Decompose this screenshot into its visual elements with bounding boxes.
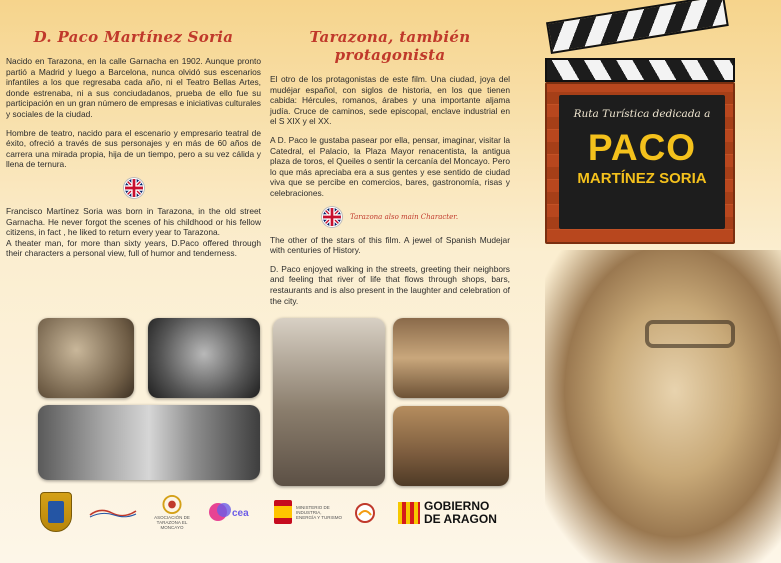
tarazona-coat-of-arms-logo (40, 492, 72, 532)
photo-paco-group (148, 318, 260, 398)
assoc-logo-text: ASOCIACIÓN DE TARAZONA EL MONCAYO (154, 515, 190, 530)
paragraph-en-1: Francisco Martínez Soria was born in Tarazona, in the old street Garnacha. He never forgot the scenes of his childhood or his fellow citizens, in fact , he liked to return every year to Tarazona. (6, 205, 261, 238)
paragraph-es-1: Nacido en Tarazona, en la calle Garnacha en 1902. Aunque pronto partió a Madrid y luego a Barcelona, nunca olvidó sus escenarios infantiles a los que regresaba cada año, ni el Teatro Bellas Artes, donde estrenaba, ni a sus conciudadanos, prueba de ello fue su participación en un gran número de empresas e iniciativas culturales y sociales de la ciudad. (6, 56, 261, 119)
photo-tarazona-square (393, 406, 509, 486)
ministry-logo-text: MINISTERIO DE INDUSTRIA, ENERGÍA Y TURISMO (296, 504, 343, 520)
svg-text:cea: cea (232, 508, 249, 519)
photo-tarazona-market (393, 318, 509, 398)
cea-logo (206, 498, 256, 526)
glasses-shape (645, 320, 735, 348)
uk-flag-icon (124, 178, 144, 198)
ministry-logo (273, 498, 343, 526)
aragon-flag-icon (398, 502, 420, 524)
paragraph-es-4: A D. Paco le gustaba pasear por ella, pensar, imaginar, visitar la Catedral, el Palacio, la Plaza Mayor renacentista, la antigua plaza de toros, el Queiles o sentir la cercanía del Moncayo. Pero lo que más apreciaba era a sus gentes y ese sentido de ciudad viva que se percibe en comercios, bares, gastronomía, risas y celebraciones. (270, 134, 510, 198)
paragraph-es-2: Hombre de teatro, nacido para el escenario y empresario teatral de éxito, ofreció a través de sus personajes y en más de 60 años de carrera una mirada propia, hija de un tiempo, pero a su vez cálida y llena de ternura. (6, 127, 261, 170)
sponsor-logos (0, 490, 781, 540)
english-caption: Tarazona also main Character. (349, 212, 459, 221)
english-flag-row (6, 178, 261, 198)
gobierno-aragon-logo (398, 500, 510, 526)
photo-tarazona-plaza (273, 318, 385, 486)
tarazona-moncayo-logo (150, 494, 194, 530)
spain-emblem-icon (274, 500, 292, 524)
clapper-strip (545, 58, 735, 82)
tourism-logo (345, 500, 385, 526)
english-flag-row-2 (270, 207, 510, 227)
paco-title: PACO (587, 127, 697, 168)
column-title-tarazona: Tarazona, también protagonista (309, 28, 471, 64)
paragraph-en-2: A theater man, for more than sixty years, D.Paco offered through their characters a personal view, full of humor and tenderness. (6, 237, 261, 259)
paragraph-es-3: El otro de los protagonistas de este film. Una ciudad, joya del mudéjar español, con siglos de historia, en los que tienen cabida: Hércules, romanos, árabes y una importante aljama judía. Cruce de caminos, sede episcopal, enclave industrial en el S XIX y el XX. (270, 74, 510, 127)
photo-paco-portrait (38, 318, 134, 398)
column-paco (6, 28, 261, 267)
clapper-stick (546, 0, 729, 54)
route-subtitle: Ruta Turística dedicada a (573, 108, 711, 120)
gobierno-aragon-text: GOBIERNO DE ARAGON (424, 499, 497, 526)
uk-flag-icon (322, 207, 342, 227)
photo-old-street (38, 405, 260, 480)
column-tarazona (270, 28, 510, 314)
clapperboard (545, 22, 735, 244)
tarazona-logo (88, 504, 138, 520)
paragraph-en-3: The other of the stars of this film. A jewel of Spanish Mudejar with centuries of History. (270, 234, 510, 256)
clapper-sign (559, 95, 725, 229)
martinez-soria-title: MARTÍNEZ SORIA (577, 170, 707, 187)
clapper-board (545, 82, 735, 244)
paragraph-en-4: D. Paco enjoyed walking in the streets, greeting their neighbors and feeling that river of life that flows through shops, bars, restaurants and is also present in the laughter and celebration of the city. (270, 263, 510, 306)
column-title-paco: D. Paco Martínez Soria (33, 28, 234, 46)
